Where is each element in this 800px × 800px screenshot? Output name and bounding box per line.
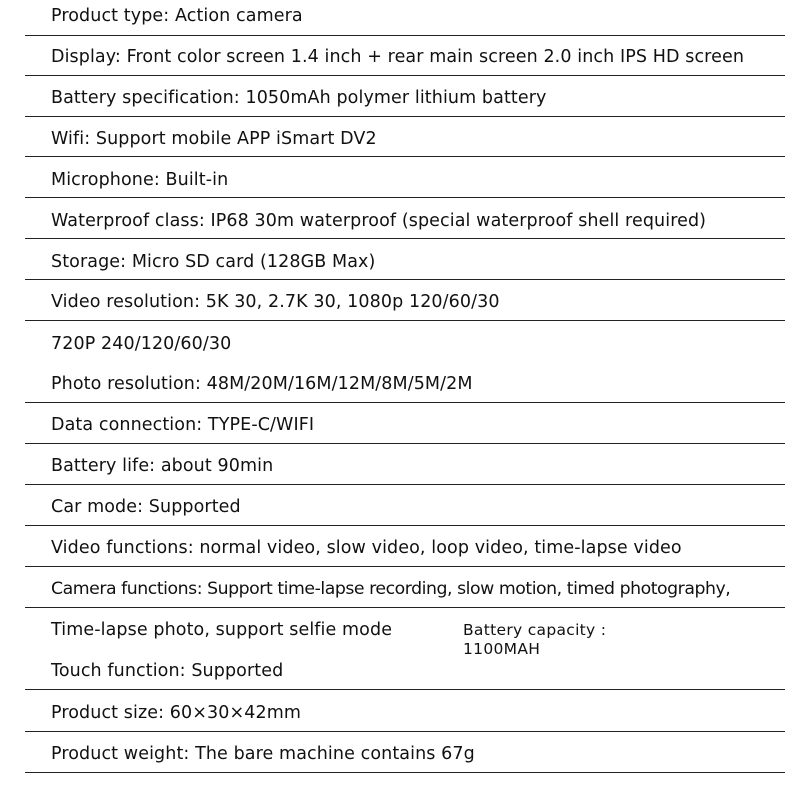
divider xyxy=(25,525,785,526)
spec-battery-specification: Battery specification: 1050mAh polymer lithium battery xyxy=(51,88,547,108)
spec-product-weight: Product weight: The bare machine contains 67g xyxy=(51,744,475,764)
spec-microphone: Microphone: Built-in xyxy=(51,170,229,190)
spec-video-resolution: Video resolution: 5K 30, 2.7K 30, 1080p 120/60/30 xyxy=(51,292,500,312)
divider xyxy=(25,566,785,567)
divider xyxy=(25,731,785,732)
divider xyxy=(25,443,785,444)
divider xyxy=(25,689,785,690)
divider xyxy=(25,238,785,239)
divider xyxy=(25,772,785,773)
divider xyxy=(25,484,785,485)
divider xyxy=(25,279,785,280)
spec-storage: Storage: Micro SD card (128GB Max) xyxy=(51,252,376,272)
spec-product-type: Product type: Action camera xyxy=(51,6,303,26)
battery-capacity-note xyxy=(463,621,606,659)
spec-video-functions: Video functions: normal video, slow video, loop video, time-lapse video xyxy=(51,538,682,558)
spec-display: Display: Front color screen 1.4 inch + rear main screen 2.0 inch IPS HD screen xyxy=(51,47,745,67)
spec-video-resolution-720p: 720P 240/120/60/30 xyxy=(51,334,232,354)
spec-car-mode: Car mode: Supported xyxy=(51,497,241,517)
spec-battery-life: Battery life: about 90min xyxy=(51,456,274,476)
spec-data-connection: Data connection: TYPE-C/WIFI xyxy=(51,415,315,435)
spec-wifi: Wifi: Support mobile APP iSmart DV2 xyxy=(51,129,377,149)
battery-capacity-value: 1100MAH xyxy=(463,640,541,658)
divider xyxy=(25,197,785,198)
spec-product-size: Product size: 60×30×42mm xyxy=(51,703,302,723)
divider xyxy=(25,35,785,36)
battery-capacity-label: Battery capacity : xyxy=(463,621,607,639)
spec-camera-functions: Camera functions: Support time-lapse recording, slow motion, timed photography, xyxy=(51,579,731,599)
spec-time-lapse-photo: Time-lapse photo, support selfie mode xyxy=(51,620,393,640)
divider xyxy=(25,320,785,321)
divider xyxy=(25,156,785,157)
divider xyxy=(25,75,785,76)
spec-photo-resolution: Photo resolution: 48M/20M/16M/12M/8M/5M/2M xyxy=(51,374,473,394)
spec-touch-function: Touch function: Supported xyxy=(51,661,284,681)
divider xyxy=(25,607,785,608)
spec-waterproof-class: Waterproof class: IP68 30m waterproof (special waterproof shell required) xyxy=(51,211,707,231)
divider xyxy=(25,402,785,403)
divider xyxy=(25,116,785,117)
